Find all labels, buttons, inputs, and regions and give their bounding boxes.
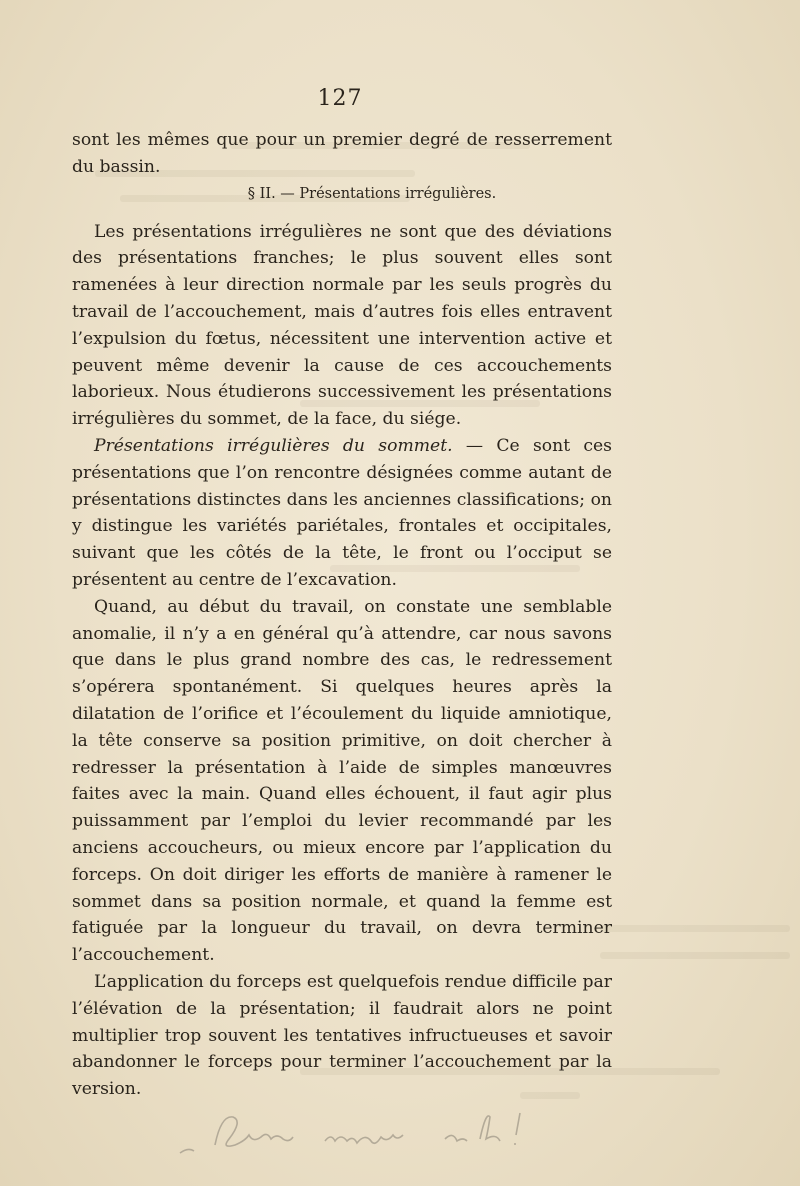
pencil-scribble [175, 1105, 555, 1165]
paragraph-continuation: sont les mêmes que pour un premier degré de resserrement du bassin. [72, 130, 612, 177]
paragraph-forceps: L’application du forceps est quelquefois rendue difficile par l’élévation de la présentation; il faudrait alors ne point multiplier trop souvent les tentatives infructueuses et savoir abandonner le forceps pour terminer l’accouchement par la version. [72, 971, 612, 1100]
subsection-text: — Ce sont ces présentations que l’on rencontre désignées comme autant de présentations distinctes dans les anciennes classifications; on y distingue les variétés pariétales, frontales et occipitales, suivant que les côtés de la tête, le front ou l’occiput se présentent au centre de l’excavation. [72, 435, 612, 590]
subsection-title: Présentations irrégulières du sommet. [94, 435, 453, 456]
paragraph-treatment: Quand, au début du travail, on constate une semblable anomalie, il n’y a en général qu’à attendre, car nous savons que dans le plus grand nombre des cas, le redressement s’opérera spontanément. Si quelques heures après la dilatation de l’orifice et l’écoulement du liquide amniotique, la tête conserve sa position primitive, on doit chercher à redresser la présentation à l’aide de simples manœuvres faites avec la main. Quand elles échouent, il faut agir plus puissamment par l’emploi du levier recommandé par les anciens accoucheurs, ou mieux encore par l’application du forceps. On doit diriger les efforts de manière à ramener le sommet dans sa position normale, et quand la femme est fatiguée par la longueur du travail, on devra terminer l’accouchement. [72, 596, 612, 966]
paragraph-irregular-presentations: Les présentations irrégulières ne sont que des déviations des présentations franches; le plus souvent elles sont ramenées à leur direction normale par les seuls progrès du travail de l’accouchement, mais d’autres fois elles entravent l’expulsion du fœtus, nécessitent une intervention active et peuvent même devenir la cause de ces accouchements laborieux. Nous étudierons successivement les présentations irrégulières du sommet, de la face, du siége. [72, 221, 612, 430]
body-text [72, 127, 612, 1103]
page-number: 127 [317, 86, 363, 111]
section-heading: § II. — Présentations irrégulières. [247, 185, 497, 202]
paragraph-vertex-presentations [72, 433, 612, 594]
